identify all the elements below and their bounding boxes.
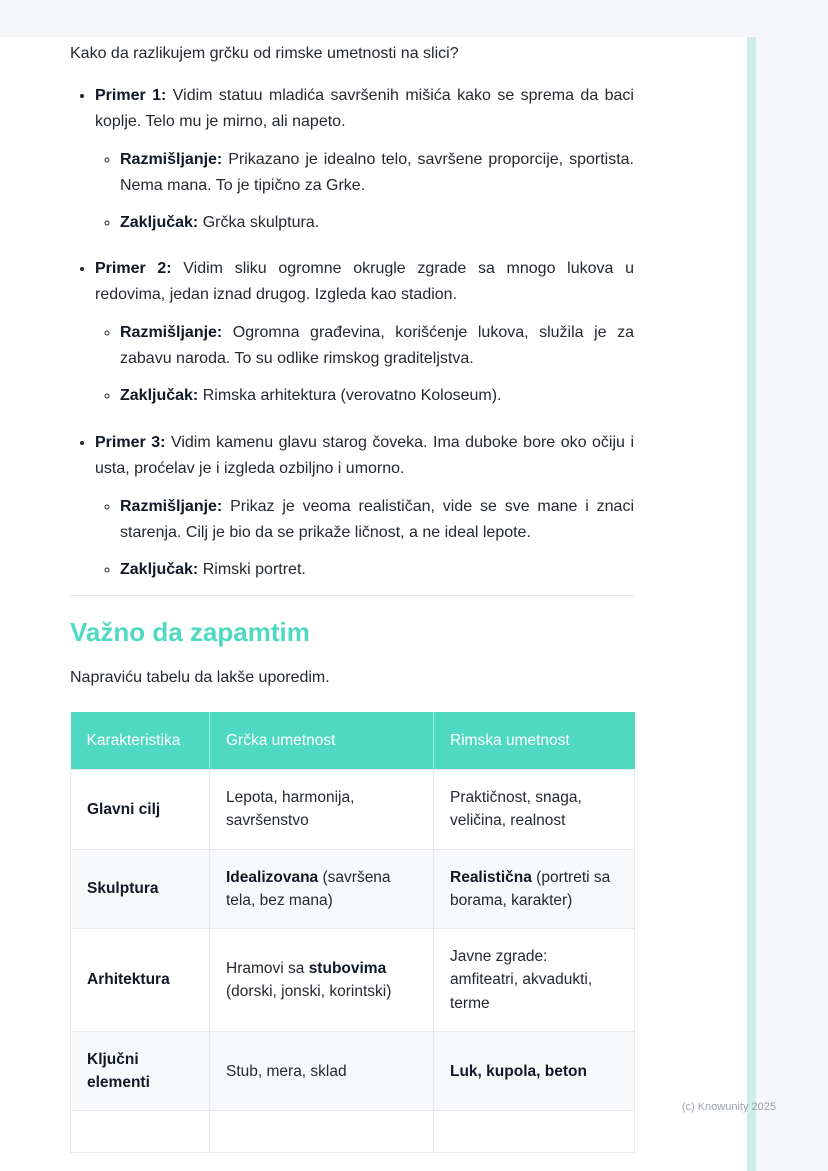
table-cell: Glavni cilj (71, 770, 210, 850)
table-row (71, 849, 635, 929)
table-row (71, 1031, 635, 1111)
table-header-cell: Grčka umetnost (210, 712, 434, 770)
thinking-item: ◦ Razmišljanje: Prikaz je veoma realističan, vide se sve mane i znaci starenja. Cilj je bio da se prikaže ličnost, a ne ideal lepote. (120, 494, 634, 546)
conclusion-item: ◦ Zaključak: Grčka skulptura. (120, 210, 634, 236)
example-sublist (95, 320, 634, 409)
examples-list (70, 83, 634, 583)
table-row (71, 770, 635, 850)
section-divider (70, 595, 634, 596)
table-cell: Luk, kupola, beton (434, 1031, 635, 1111)
table-header-row (71, 712, 635, 770)
question-text: Kako da razlikujem grčku od rimske umetnosti na slici? (70, 45, 459, 62)
table-header-cell: Rimska umetnost (434, 712, 635, 770)
section-heading: Važno da zapamtim (70, 616, 310, 647)
conclusion-item: ◦ Zaključak: Rimska arhitektura (verovatno Koloseum). (120, 383, 634, 409)
example-sublist (95, 494, 634, 583)
table-cell: Lepota, harmonija, savršenstvo (210, 770, 434, 850)
watermark: (c) Knowunity 2025 (681, 1101, 776, 1113)
example-sublist (95, 147, 634, 236)
table-header-cell: Karakteristika (71, 712, 210, 770)
thinking-item: ◦ Razmišljanje: Ogromna građevina, korišćenje lukova, služila je za zabavu naroda. To su odlike rimskog graditeljstva. (120, 320, 634, 372)
example-text: • Primer 1: Vidim statuu mladića savršenih mišića kako se sprema da baci koplje. Telo mu je mirno, ali napeto. (95, 86, 634, 130)
example-item (95, 430, 634, 583)
table-row-partial (71, 1111, 635, 1153)
table-cell: Realistična (portreti sa borama, karakter) (434, 849, 635, 929)
example-item (95, 256, 634, 409)
table-cell: Stub, mera, sklad (210, 1031, 434, 1111)
page-content (0, 37, 747, 1153)
table-body (71, 770, 635, 1153)
document-page (0, 37, 747, 1171)
table-row (71, 929, 635, 1032)
table-cell: Ključni elementi (71, 1031, 210, 1111)
thinking-item: ◦ Razmišljanje: Prikazano je idealno telo, savršene proporcije, sportista. Nema mana. To je tipično za Grke. (120, 147, 634, 199)
table-cell: Skulptura (71, 849, 210, 929)
example-text: • Primer 2: Vidim sliku ogromne okrugle zgrade sa mnogo lukova u redovima, jedan iznad drugog. Izgleda kao stadion. (95, 260, 634, 304)
conclusion-item: ◦ Zaključak: Rimski portret. (120, 557, 634, 583)
table-cell: Idealizovana (savršena tela, bez mana) (210, 849, 434, 929)
right-accent-strip (747, 37, 756, 1171)
comparison-table (70, 712, 635, 1154)
example-item (95, 83, 634, 236)
table-cell: Arhitektura (71, 929, 210, 1032)
table-cell: Hramovi sa stubovima (dorski, jonski, korintski) (210, 929, 434, 1032)
table-cell: Praktičnost, snaga, veličina, realnost (434, 770, 635, 850)
section-intro: Napraviću tabelu da lakše uporedim. (70, 669, 330, 686)
example-text: • Primer 3: Vidim kamenu glavu starog čoveka. Ima duboke bore oko očiju i usta, proćelav je i izgleda ozbiljno i umorno. (95, 433, 634, 477)
table-cell: Javne zgrade: amfiteatri, akvadukti, terme (434, 929, 635, 1032)
